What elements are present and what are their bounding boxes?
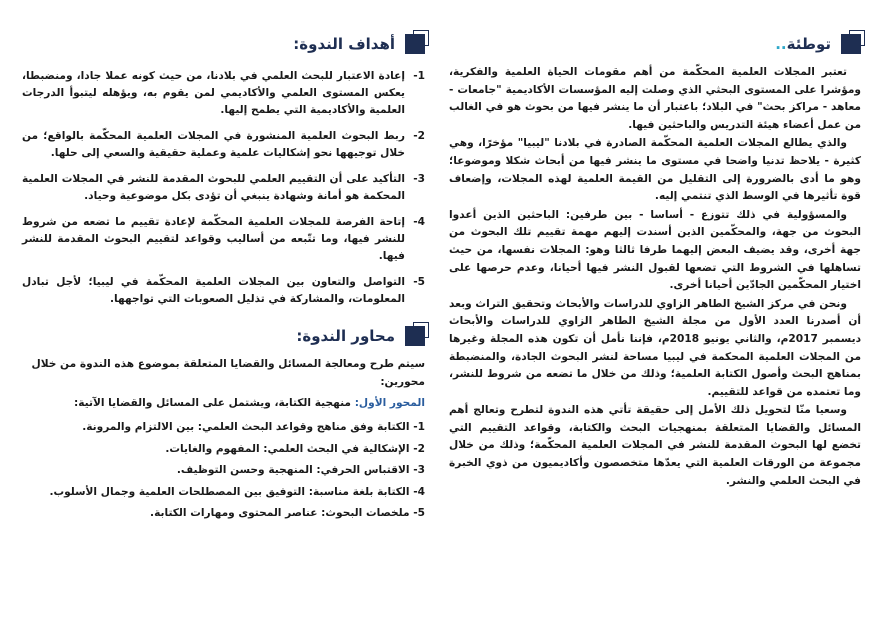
intro-title: توطئة..	[775, 35, 831, 53]
list-item: 1- الكتابة وفق مناهج وقواعد البحث العلمي: بين الالتزام والمرونة.	[82, 421, 425, 433]
intro-paragraph-1: تعتبر المجلات العلمية المحكّمة من أهم مقومات الحياة العلمية والفكرية، ومؤشرا على المستوى البحثي الذي وصلت إليه المؤسسات الأكاديمية "جامعات - معاهد - مراكز بحث" في البلاد؛ باعتبار أن ما ينشر فيها من بحوث هو في الغالب من عمل أعضاء هيئة التدريس والباحثين فيها.	[449, 66, 861, 131]
list-item	[22, 171, 425, 205]
goal-number: 2-	[413, 130, 425, 142]
list-item	[22, 128, 425, 162]
goal-text: التأكيد على أن التقييم العلمي للبحوث المقدمة للنشر في المجلات العلمية المحكمة هو أمانة وشهادة ينبغي أن تؤدى بكل موضوعية وحياد.	[22, 173, 405, 202]
intro-column	[439, 0, 877, 491]
goal-text: إعادة الاعتبار للبحث العلمي في بلادنا، من حيث كونه عملا جادا، ومنضبطا، يعكس المستوى العلمي والأكاديمي لمن يقوم به، ويؤهله ليتبوأ الدرجات العلمية والأكاديمية التي يطمح إليها.	[22, 70, 405, 116]
goal-text: التواصل والتعاون بين المجلات العلمية المحكّمة في ليبيا؛ لأجل تبادل المعلومات، والمشاركة في تذليل الصعوبات التي تواجهها.	[22, 276, 405, 305]
square-bullet-icon	[405, 326, 425, 346]
axis-1-label: المحور الأول:	[354, 397, 425, 409]
intro-paragraph-4: ونحن في مركز الشيخ الطاهر الزاوي للدراسات والأبحاث وتحقيق التراث وبعد أن أصدرنا العدد الأول من مجلة الشيخ الطاهر الزاوي للدراسات والأبحاث ديسمبر 2017م، والثاني يونيو 2018م، فإننا نأمل أن تكون هذه المجلة وغيرها من المجلات العلمية المحكمة في ليبيا مساحة لنشر البحوث الجادة، والمنضبطة بمناهج البحث وأصول الكتابة العلمية؛ وذلك من خلال ما تضعه من شروط للنشر، وما تعتمده من قواعد للتقييم.	[449, 297, 862, 398]
axis-1-text: منهجية الكتابة، ويشتمل على المسائل والقضايا الآتية:	[74, 397, 355, 409]
list-item: 2- الإشكالية في البحث العلمي: المفهوم والغايات.	[165, 442, 425, 455]
goals-list	[22, 68, 425, 308]
square-bullet-icon	[841, 34, 861, 54]
goal-number: 5-	[413, 276, 425, 288]
goal-number: 3-	[413, 173, 425, 185]
list-item: 3- الاقتباس الحرفي: المنهجية وحسن التوظيف.	[176, 464, 425, 476]
goal-number: 1-	[413, 70, 425, 82]
axes-heading	[22, 326, 425, 346]
goal-text: إتاحة الفرصة للمجلات العلمية المحكّمة لإعادة تقييم ما تضعه من شروط للنشر فيها، وما تتّبعه من أساليب وقواعد لتقييم البحوث المقدمة للنشر فيها.	[22, 216, 405, 262]
intro-paragraph-2: والذي يطالع المجلات العلمية المحكّمة الصادرة في بلادنا "ليبيا" مؤخرًا، وهي كثيرة - يلاحظ تدنيا واضحا في مستوى ما ينشر فيها من أبحاث شكلا وموضوعا؛ وهو ما أدى بالضرورة إلى التقليل من القيمة العلمية لهذه المجلات، وإضعاف قوة تأثيرها في الوسط الذي تنتمي إليه.	[449, 137, 861, 203]
axes-title: محاور الندوة:	[296, 327, 395, 345]
list-item	[22, 274, 425, 308]
goals-axes-column	[0, 0, 439, 526]
goal-number: 4-	[413, 216, 425, 228]
list-item	[22, 214, 425, 265]
square-bullet-icon	[405, 34, 425, 54]
axis-1-list	[22, 418, 425, 523]
goals-title: أهداف الندوة:	[293, 35, 395, 53]
goal-text: ربط البحوث العلمية المنشورة في المجلات العلمية المحكّمة بالواقع؛ من خلال توجيهها نحو إشكاليات علمية وعملية حقيقية والسعي إلى حلها.	[22, 130, 405, 159]
list-item	[22, 68, 425, 119]
list-item: 4- الكتابة بلغة مناسبة: التوفيق بين المصطلحات العلمية وجمال الأسلوب.	[49, 485, 425, 498]
intro-paragraph-3: والمسؤولية في ذلك تتوزع - أساسا - بين طرفين: الباحثين الذين أعدوا البحوث من جهة، والمحكّمين الذين أسندت إليهم مهمة تقييم تلك البحوث من جهة أخرى، وقد يضيف البعض إليهما طرفا ثالثا وهو: المجلات نفسها، من حيث تساهلها في الشروط التي تضعها لقبول النشر فيها أحيانا، وعدم حرصها على اختيار المحكّمين الجادّين أحيانا أخرى.	[449, 208, 861, 292]
axes-intro: سيتم طرح ومعالجة المسائل والقضايا المتعلقة بموضوع هذه الندوة من خلال محورين:	[31, 358, 425, 388]
list-item: 5- ملخصات البحوث: عناصر المحتوى ومهارات الكتابة.	[150, 507, 425, 519]
axis-1-title	[22, 394, 425, 412]
goals-heading	[22, 34, 425, 54]
intro-paragraph-5: وسعيا منّا لتحويل ذلك الأمل إلى حقيقة تأتي هذه الندوة لتطرح وتعالج أهم المسائل والقضايا المتعلقة بمنهجيات البحث والكتابة، وقواعد التقييم التي تخضع لها البحوث المقدمة للنشر في المجلات العلمية المحكّمة؛ وذلك من خلال مجموعة من الورقات العلمية التي يعدّها متخصصون وأكاديميون من ذوي الخبرة في البحث العلمي والنشر.	[449, 404, 861, 487]
intro-heading	[449, 34, 861, 54]
